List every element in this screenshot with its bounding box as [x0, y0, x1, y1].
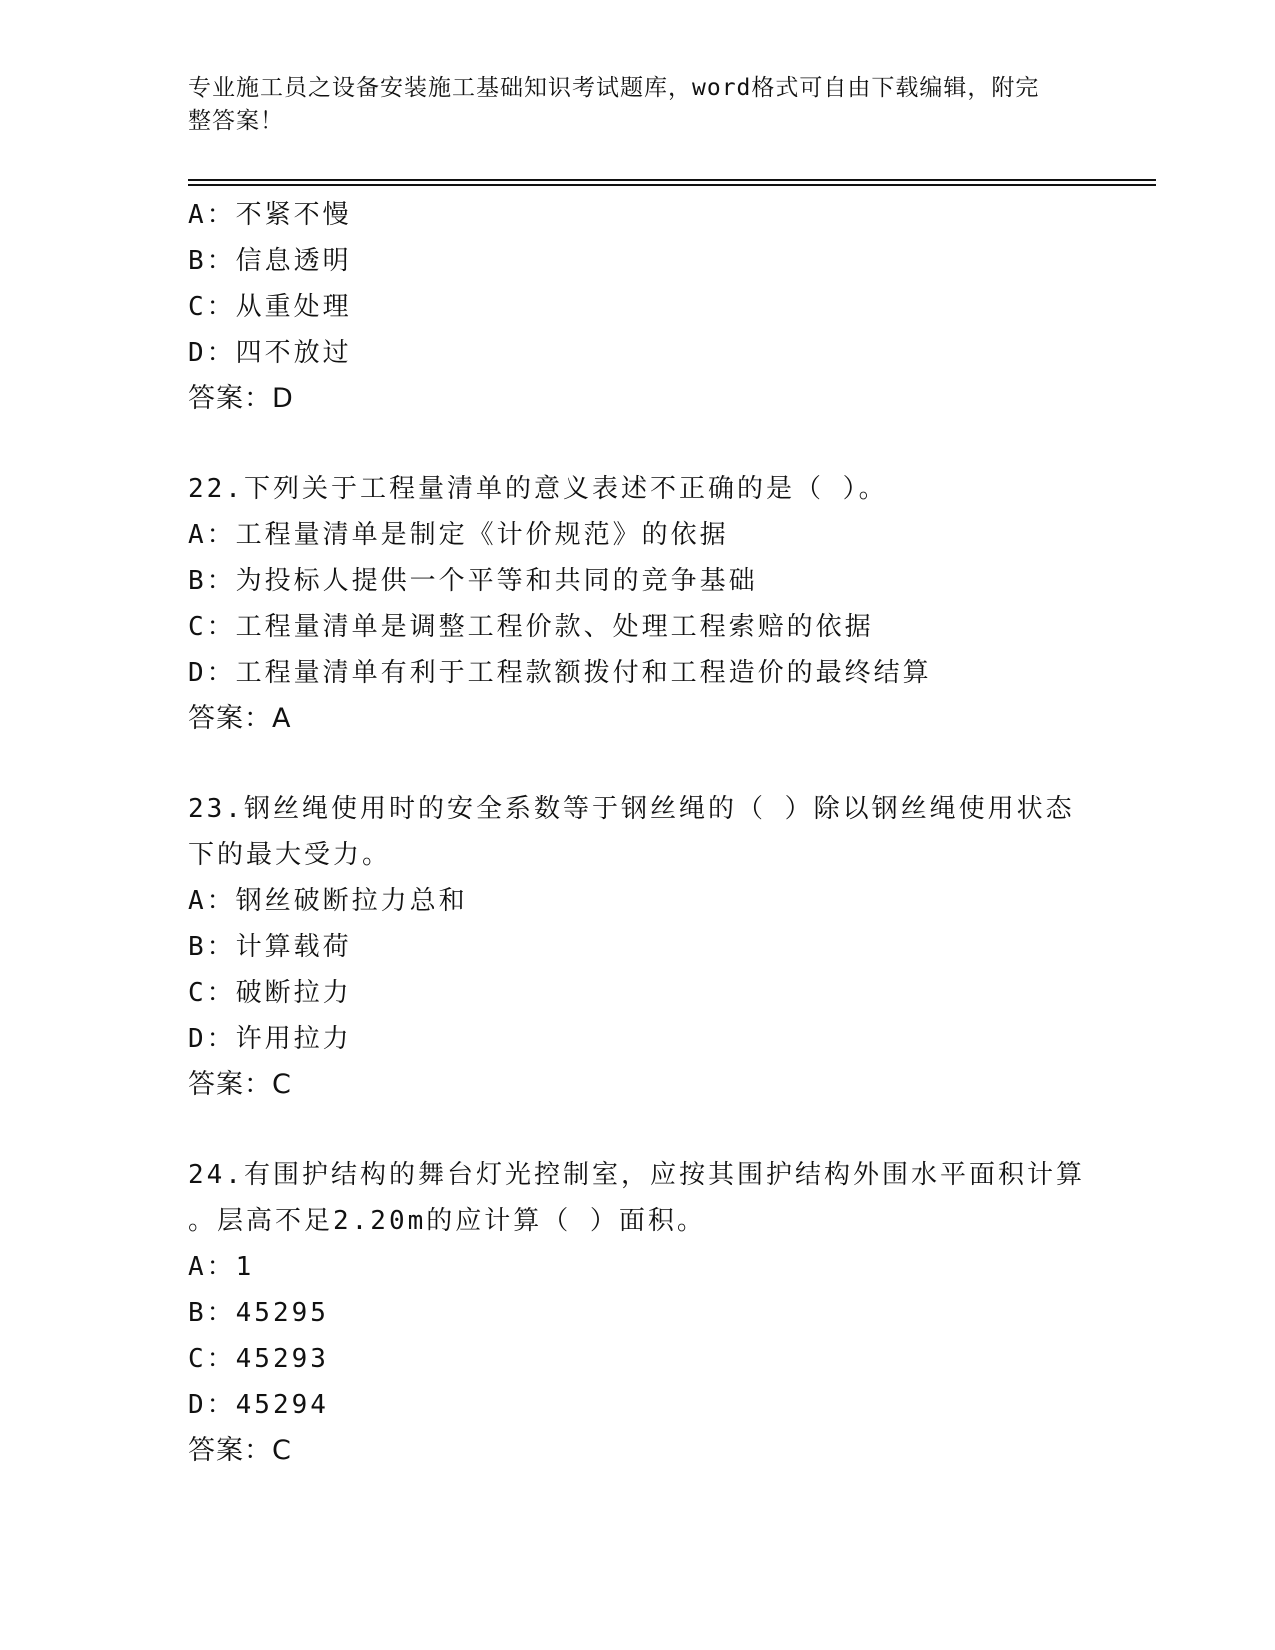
question-number: 24.	[188, 1160, 244, 1190]
option-a: A：1	[188, 1252, 255, 1282]
option-d: D：四不放过	[188, 338, 352, 368]
question-text: 22.下列关于工程量清单的意义表述不正确的是（ ）。	[188, 474, 888, 504]
question-22	[188, 466, 1088, 742]
option-c: C：破断拉力	[188, 978, 352, 1008]
option-c: C：从重处理	[188, 292, 352, 322]
option-d: D：45294	[188, 1390, 329, 1420]
answer-line: 答案：C	[188, 1435, 292, 1466]
question-list	[188, 192, 1088, 1474]
option-c: C：45293	[188, 1344, 329, 1374]
answer-line: 答案：C	[188, 1069, 292, 1100]
option-b: B：信息透明	[188, 246, 352, 276]
option-d: D：许用拉力	[188, 1024, 352, 1054]
answer-line: 答案：D	[188, 383, 294, 414]
option-d: D：工程量清单有利于工程款额拨付和工程造价的最终结算	[188, 658, 932, 688]
option-b: B：为投标人提供一个平等和共同的竞争基础	[188, 566, 758, 596]
header-line-1: 专业施工员之设备安装施工基础知识考试题库，word格式可自由下载编辑，附完	[188, 75, 1040, 101]
question-text-continued: 下的最大受力。	[188, 840, 392, 870]
header-divider-bottom	[188, 184, 1156, 186]
option-c: C：工程量清单是调整工程价款、处理工程索赔的依据	[188, 612, 874, 642]
question-text: 24.有围护结构的舞台灯光控制室，应按其围护结构外围水平面积计算	[188, 1160, 1085, 1190]
option-a: A：钢丝破断拉力总和	[188, 886, 468, 916]
question-21	[188, 192, 1088, 422]
document-header	[188, 72, 1068, 138]
option-b: B：计算载荷	[188, 932, 352, 962]
answer-line: 答案：A	[188, 703, 292, 734]
header-divider-top	[188, 179, 1156, 181]
option-b: B：45295	[188, 1298, 329, 1328]
question-24	[188, 1152, 1088, 1474]
question-text: 23.钢丝绳使用时的安全系数等于钢丝绳的（ ）除以钢丝绳使用状态	[188, 794, 1075, 824]
header-line-2: 整答案！	[188, 108, 284, 134]
option-a: A：工程量清单是制定《计价规范》的依据	[188, 520, 729, 550]
question-23	[188, 786, 1088, 1108]
question-number: 22.	[188, 474, 244, 504]
question-text-continued: 。层高不足2.20m的应计算（ ）面积。	[188, 1206, 706, 1236]
question-number: 23.	[188, 794, 244, 824]
option-a: A：不紧不慢	[188, 200, 352, 230]
